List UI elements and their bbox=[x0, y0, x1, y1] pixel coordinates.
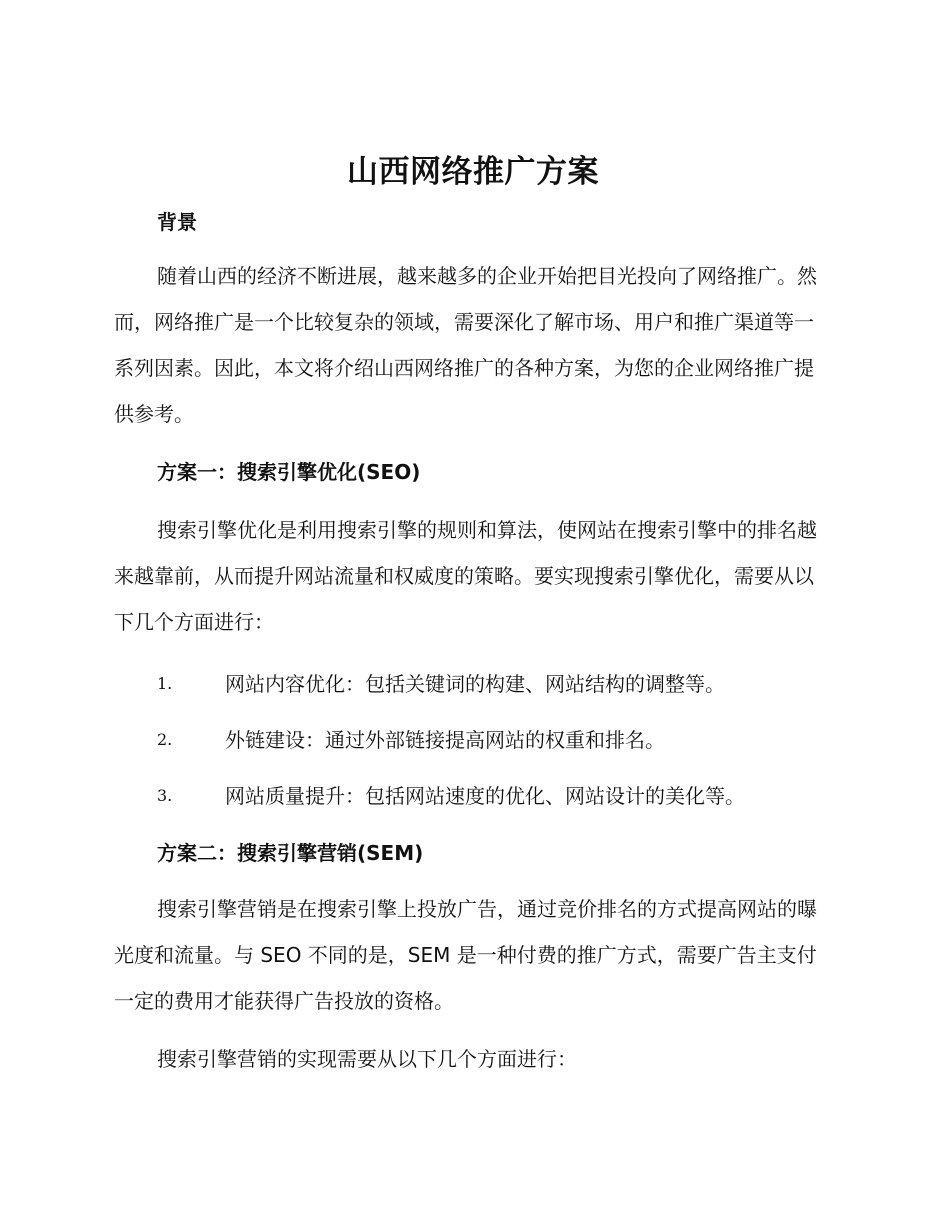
plan2-paragraph-1: 搜索引擎营销是在搜索引擎上投放广告，通过竞价排名的方式提高网站的曝光度和流量。与 SEO 不同的是，SEM 是一种付费的推广方式，需要广告主支付一定的费用才能获得广告投放的资格。 bbox=[114, 897, 817, 1013]
plan2-heading: 方案二：搜索引擎营销(SEM) bbox=[157, 841, 424, 865]
document-content bbox=[114, 150, 832, 1082]
plan1-list-item bbox=[114, 725, 832, 781]
plan1-list-item bbox=[114, 781, 832, 837]
background-paragraph: 随着山西的经济不断进展，越来越多的企业开始把目光投向了网络推广。然而，网络推广是一个比较复杂的领域，需要深化了解市场、用户和推广渠道等一系列因素。因此，本文将介绍山西网络推广的各种方案，为您的企业网络推广提供参考。 bbox=[114, 264, 817, 426]
list-item-text: 网站内容优化：包括关键词的构建、网站结构的调整等。 bbox=[225, 672, 725, 696]
list-item-number: 3. bbox=[157, 786, 173, 805]
plan2-paragraph-2: 搜索引擎营销的实现需要从以下几个方面进行： bbox=[157, 1047, 577, 1071]
list-item-text: 外链建设：通过外部链接提高网站的权重和排名。 bbox=[225, 728, 665, 752]
plan1-list-item bbox=[114, 669, 832, 725]
list-item-number: 1. bbox=[157, 674, 173, 693]
plan1-paragraph: 搜索引擎优化是利用搜索引擎的规则和算法，使网站在搜索引擎中的排名越来越靠前，从而提升网站流量和权威度的策略。要实现搜索引擎优化，需要从以下几个方面进行： bbox=[114, 518, 817, 634]
document-title: 山西网络推广方案 bbox=[347, 154, 599, 190]
list-item-number: 2. bbox=[157, 730, 173, 749]
list-item-text: 网站质量提升：包括网站速度的优化、网站设计的美化等。 bbox=[225, 784, 745, 808]
background-heading: 背景 bbox=[157, 210, 197, 234]
plan1-heading: 方案一：搜索引擎优化(SEO) bbox=[157, 460, 421, 484]
